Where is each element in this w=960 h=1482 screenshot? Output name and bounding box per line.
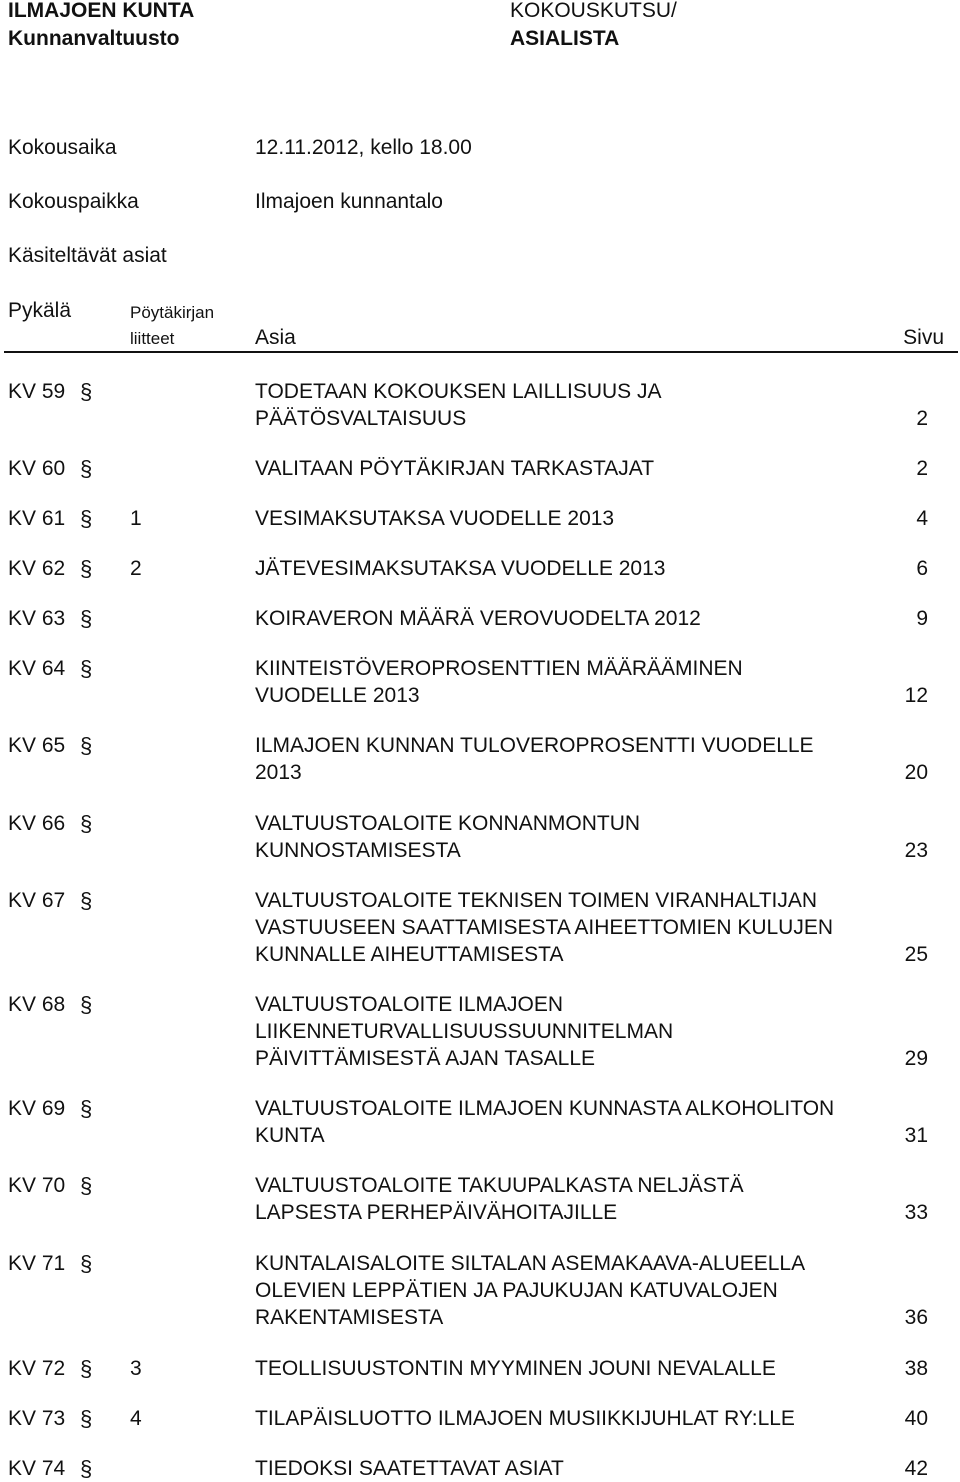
agenda-item-page: 23: [904, 839, 928, 862]
agenda-item-subject-line: KUNNALLE AIHEUTTAMISESTA: [255, 943, 564, 966]
agenda-item-subject-line: TIEDOKSI SAATETTAVAT ASIAT: [255, 1457, 564, 1480]
agenda-item-subject: [255, 605, 701, 632]
agenda-item-attachment: 2: [130, 557, 142, 580]
agenda-item-subject-line: JÄTEVESIMAKSUTAKSA VUODELLE 2013: [255, 557, 666, 580]
agenda-item-attachment: 1: [130, 507, 142, 530]
agenda-item-subject: [255, 1355, 776, 1382]
meeting-place-label: Kokouspaikka: [8, 190, 139, 213]
agenda-item-paragraph: KV 66: [8, 812, 66, 835]
agenda-item-page: 40: [904, 1407, 928, 1430]
agenda-item-subject: [255, 1095, 834, 1149]
section-symbol-icon: §: [80, 1456, 93, 1481]
agenda-item-paragraph: KV 71: [8, 1252, 66, 1275]
agenda-item-page: 6: [916, 557, 928, 580]
agenda-item-subject-line: ILMAJOEN KUNNAN TULOVEROPROSENTTI VUODELLE: [255, 734, 814, 757]
section-symbol-icon: §: [80, 1173, 93, 1198]
agenda-item-subject-line: VUODELLE 2013: [255, 684, 420, 707]
meeting-time-label: Kokousaika: [8, 136, 117, 159]
column-header-attachments-line1: Pöytäkirjan: [130, 303, 215, 322]
agenda-item-subject-line: VALTUUSTOALOITE ILMAJOEN: [255, 993, 564, 1016]
agenda-item-subject: [255, 887, 833, 968]
section-symbol-icon: §: [80, 1096, 93, 1121]
agenda-item-subject-line: KIINTEISTÖVEROPROSENTTIEN MÄÄRÄÄMINEN: [255, 657, 743, 680]
section-symbol-icon: §: [80, 506, 93, 531]
agenda-item-subject: [255, 1250, 805, 1331]
agenda-item-subject-line: VALTUUSTOALOITE TEKNISEN TOIMEN VIRANHALTIJAN: [255, 889, 818, 912]
section-symbol-icon: §: [80, 379, 93, 404]
header-divider: [4, 351, 958, 353]
agenda-item-subject-line: OLEVIEN LEPPÄTIEN JA PAJUKUJAN KATUVALOJEN: [255, 1279, 778, 1302]
column-header-subject: Asia: [255, 326, 296, 349]
agenda-item-subject-line: RAKENTAMISESTA: [255, 1306, 444, 1329]
agenda-item-subject-line: VALTUUSTOALOITE TAKUUPALKASTA NELJÄSTÄ: [255, 1174, 744, 1197]
section-symbol-icon: §: [80, 811, 93, 836]
meeting-time-value: 12.11.2012, kello 18.00: [255, 136, 472, 159]
agenda-item-subject-line: VESIMAKSUTAKSA VUODELLE 2013: [255, 507, 615, 530]
section-symbol-icon: §: [80, 556, 93, 581]
agenda-item-attachment: 4: [130, 1407, 142, 1430]
agenda-item-subject-line: PÄIVITTÄMISESTÄ AJAN TASALLE: [255, 1047, 595, 1070]
section-symbol-icon: §: [80, 656, 93, 681]
agenda-item-subject-line: KUNNOSTAMISESTA: [255, 839, 461, 862]
organization-name: ILMAJOEN KUNTA: [8, 0, 195, 22]
column-header-paragraph: Pykälä: [8, 299, 72, 322]
agenda-item-subject: [255, 810, 640, 864]
agenda-item-subject-line: VALTUUSTOALOITE ILMAJOEN KUNNASTA ALKOHOLITON: [255, 1097, 835, 1120]
agenda-item-subject-line: VASTUUSEEN SAATTAMISESTA AIHEETTOMIEN KULUJEN: [255, 916, 834, 939]
column-header-page: Sivu: [903, 326, 944, 349]
agenda-item-subject: [255, 991, 673, 1072]
section-symbol-icon: §: [80, 733, 93, 758]
column-header-attachments-line2: liitteet: [130, 329, 175, 348]
agenda-item-paragraph: KV 65: [8, 734, 66, 757]
agenda-item-subject-line: LIIKENNETURVALLISUUSSUUNNITELMAN: [255, 1020, 674, 1043]
agenda-item-subject-line: KUNTALAISALOITE SILTALAN ASEMAKAAVA-ALUEELLA: [255, 1252, 806, 1275]
agenda-item-subject: [255, 732, 814, 786]
agenda-item-subject-line: LAPSESTA PERHEPÄIVÄHOITAJILLE: [255, 1201, 618, 1224]
agenda-item-paragraph: KV 64: [8, 657, 66, 680]
agenda-item-paragraph: KV 73: [8, 1407, 66, 1430]
section-symbol-icon: §: [80, 456, 93, 481]
agenda-item-subject-line: VALITAAN PÖYTÄKIRJAN TARKASTAJAT: [255, 457, 655, 480]
agenda-item-paragraph: KV 68: [8, 993, 66, 1016]
section-symbol-icon: §: [80, 1251, 93, 1276]
agenda-item-subject-line: KOIRAVERON MÄÄRÄ VEROVUODELTA 2012: [255, 607, 701, 630]
agenda-item-subject-line: KUNTA: [255, 1124, 325, 1147]
section-symbol-icon: §: [80, 1356, 93, 1381]
meeting-place-value: Ilmajoen kunnantalo: [255, 190, 443, 213]
agenda-item-page: 2: [916, 407, 928, 430]
agenda-item-subject: [255, 655, 743, 709]
agenda-item-paragraph: KV 72: [8, 1357, 66, 1380]
agenda-item-subject: [255, 378, 662, 432]
agenda-item-page: 2: [916, 457, 928, 480]
agenda-item-subject: [255, 555, 665, 582]
body-name: Kunnanvaltuusto: [8, 27, 180, 50]
agenda-item-subject: [255, 455, 654, 482]
agenda-item-subject: [255, 1455, 564, 1482]
agenda-item-page: 12: [904, 684, 928, 707]
section-symbol-icon: §: [80, 606, 93, 631]
agenda-item-paragraph: KV 74: [8, 1457, 66, 1480]
agenda-item-page: 4: [916, 507, 928, 530]
section-symbol-icon: §: [80, 1406, 93, 1431]
agenda-item-page: 20: [904, 761, 928, 784]
section-symbol-icon: §: [80, 992, 93, 1017]
agenda-item-page: 36: [904, 1306, 928, 1329]
agenda-item-paragraph: KV 61: [8, 507, 66, 530]
section-symbol-icon: §: [80, 888, 93, 913]
agenda-item-page: 9: [916, 607, 928, 630]
document-type-line2: ASIALISTA: [510, 27, 620, 50]
agenda-item-paragraph: KV 60: [8, 457, 66, 480]
agenda-item-paragraph: KV 69: [8, 1097, 66, 1120]
agenda-item-subject-line: TEOLLISUUSTONTIN MYYMINEN JOUNI NEVALALLE: [255, 1357, 776, 1380]
agenda-item-page: 42: [904, 1457, 928, 1480]
agenda-item-paragraph: KV 62: [8, 557, 66, 580]
agenda-item-paragraph: KV 67: [8, 889, 66, 912]
agenda-item-page: 25: [904, 943, 928, 966]
agenda-item-page: 33: [904, 1201, 928, 1224]
document-type-line1: KOKOUSKUTSU/: [510, 0, 677, 22]
agenda-item-subject-line: TILAPÄISLUOTTO ILMAJOEN MUSIIKKIJUHLAT RY:LLE: [255, 1407, 795, 1430]
agenda-item-subject-line: 2013: [255, 761, 302, 784]
agenda-item-page: 38: [904, 1357, 928, 1380]
agenda-item-subject-line: TODETAAN KOKOUKSEN LAILLISUUS JA: [255, 380, 662, 403]
agenda-item-subject-line: PÄÄTÖSVALTAISUUS: [255, 407, 467, 430]
agenda-item-subject-line: VALTUUSTOALOITE KONNANMONTUN: [255, 812, 641, 835]
agenda-item-subject: [255, 505, 614, 532]
agenda-item-attachment: 3: [130, 1357, 142, 1380]
items-heading: Käsiteltävät asiat: [8, 244, 167, 267]
agenda-item-subject: [255, 1172, 744, 1226]
agenda-item-page: 31: [904, 1124, 928, 1147]
agenda-item-paragraph: KV 63: [8, 607, 66, 630]
agenda-item-paragraph: KV 59: [8, 380, 66, 403]
agenda-item-paragraph: KV 70: [8, 1174, 66, 1197]
agenda-item-page: 29: [904, 1047, 928, 1070]
agenda-item-subject: [255, 1405, 795, 1432]
